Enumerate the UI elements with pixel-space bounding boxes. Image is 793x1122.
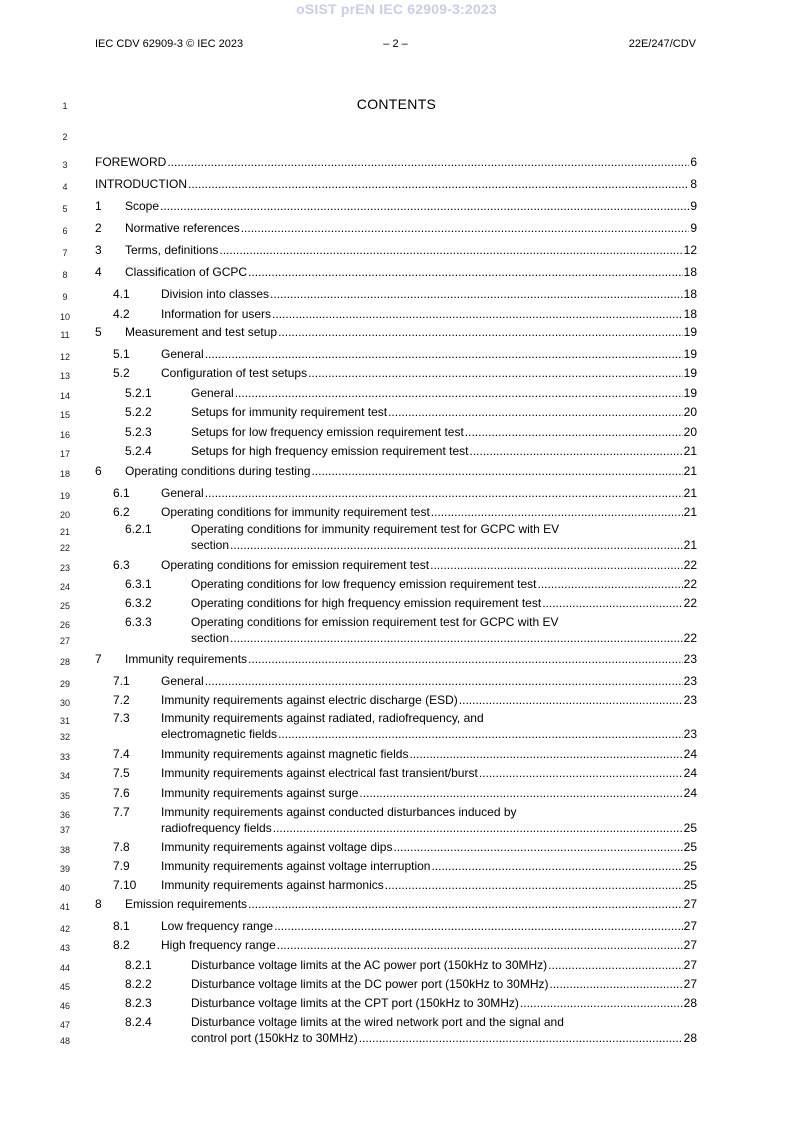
- toc-entry-title: Operating conditions for immunity requirement test: [161, 505, 430, 519]
- dot-leader: [549, 976, 682, 992]
- toc-entry-title: Disturbance voltage limits at the DC power port (150kHz to 30MHz): [191, 977, 549, 991]
- line-number: 43: [59, 943, 70, 953]
- toc-entry-page: 19: [683, 386, 697, 400]
- toc-entry-page: 18: [683, 307, 697, 321]
- dot-leader: [167, 154, 689, 170]
- dot-leader: [248, 264, 683, 280]
- toc-entry-title: General: [161, 674, 204, 688]
- toc-entry[interactable]: [125, 1014, 697, 1046]
- dot-leader: [272, 306, 683, 322]
- toc-entry-number: 5.1: [113, 347, 130, 361]
- toc-entry-page: 23: [683, 727, 697, 741]
- toc-entry-page: 9: [690, 199, 697, 213]
- dot-leader: [385, 877, 683, 893]
- toc-entry[interactable]: [95, 154, 697, 170]
- dot-leader: [235, 385, 683, 401]
- toc-entry-page: 28: [683, 996, 697, 1010]
- toc-entry-number: 6.3: [113, 558, 130, 572]
- line-number: 32: [59, 732, 70, 742]
- dot-leader: [520, 995, 683, 1011]
- line-number: 13: [59, 371, 70, 381]
- toc-entry-number: 5: [95, 325, 102, 339]
- line-number: 4: [62, 182, 68, 192]
- toc-entry-page: 27: [683, 958, 697, 972]
- line-number: 42: [59, 924, 70, 934]
- toc-entry[interactable]: [113, 765, 697, 781]
- toc-entry-page: 22: [683, 577, 697, 591]
- toc-entry[interactable]: [95, 324, 697, 340]
- line-number: 17: [59, 449, 70, 459]
- toc-entry[interactable]: [95, 651, 697, 667]
- toc-entry[interactable]: [95, 220, 697, 236]
- line-number: 38: [59, 845, 70, 855]
- dot-leader: [248, 651, 683, 667]
- toc-entry-page: 27: [683, 977, 697, 991]
- dot-leader: [205, 346, 683, 362]
- toc-entry[interactable]: [125, 404, 697, 420]
- toc-entry-page: 21: [683, 538, 697, 552]
- toc-entry-title: Immunity requirements against electrical fast transient/burst: [161, 766, 478, 780]
- toc-entry-number: 8.1: [113, 919, 130, 933]
- toc-entry[interactable]: [125, 595, 697, 611]
- line-number: 12: [59, 352, 70, 362]
- toc-entry-title-line1: Operating conditions for immunity requirement test for GCPC with EV: [191, 522, 560, 536]
- toc-entry-number: 7.10: [113, 878, 137, 892]
- toc-entry[interactable]: [95, 198, 697, 214]
- toc-entry-title: High frequency range: [161, 938, 276, 952]
- line-number: 31: [59, 716, 70, 726]
- dot-leader: [205, 485, 683, 501]
- toc-entry-number: 1: [95, 199, 102, 213]
- dot-leader: [274, 918, 683, 934]
- line-number: 44: [59, 963, 70, 973]
- header-document-id: IEC CDV 62909-3 © IEC 2023: [95, 38, 244, 50]
- dot-leader: [538, 576, 683, 592]
- toc-entry-title-line1: Immunity requirements against conducted disturbances induced by: [161, 805, 517, 819]
- toc-entry[interactable]: [113, 918, 697, 934]
- toc-entry-number: 5.2.1: [125, 386, 152, 400]
- toc-entry-title: General: [161, 347, 204, 361]
- line-number: 46: [59, 1001, 70, 1011]
- toc-entry-page: 27: [683, 938, 697, 952]
- line-number: 28: [59, 657, 70, 667]
- dot-leader: [219, 242, 682, 258]
- toc-entry-page: 22: [683, 631, 697, 645]
- toc-entry-number: 4.2: [113, 307, 130, 321]
- toc-entry-title: Disturbance voltage limits at the AC power port (150kHz to 30MHz): [191, 958, 548, 972]
- toc-entry-page: 6: [690, 155, 697, 169]
- line-number: 22: [59, 543, 70, 553]
- toc-entry-title-line1: Disturbance voltage limits at the wired network port and the signal and: [191, 1015, 564, 1029]
- toc-entry-page: 20: [683, 425, 697, 439]
- line-number: 30: [59, 698, 70, 708]
- toc-entry[interactable]: [113, 286, 697, 302]
- dot-leader: [479, 765, 683, 781]
- dot-leader: [388, 404, 683, 420]
- toc-entry[interactable]: [113, 858, 697, 874]
- toc-entry-title: Operating conditions for low frequency emission requirement test: [191, 577, 537, 591]
- line-number: 25: [59, 601, 70, 611]
- toc-entry-number: 8.2.4: [125, 1015, 152, 1029]
- dot-leader: [205, 673, 683, 689]
- toc-entry-page: 18: [683, 287, 697, 301]
- line-number: 37: [59, 825, 70, 835]
- line-number: 27: [59, 636, 70, 646]
- toc-entry-number: 7.1: [113, 674, 130, 688]
- toc-entry-page: 21: [683, 486, 697, 500]
- toc-entry-page: 25: [683, 878, 697, 892]
- toc-entry-number: 2: [95, 221, 102, 235]
- toc-entry-title: radiofrequency fields: [161, 821, 272, 835]
- dot-leader: [359, 1030, 683, 1046]
- toc-entry[interactable]: [125, 614, 697, 646]
- line-number: 34: [59, 771, 70, 781]
- toc-entry[interactable]: [113, 877, 697, 893]
- toc-entry-number: 6.1: [113, 486, 130, 500]
- line-number: 3: [62, 160, 68, 170]
- dot-leader: [230, 630, 683, 646]
- dot-leader: [241, 220, 690, 236]
- toc-entry-number: 7.5: [113, 766, 130, 780]
- dot-leader: [230, 537, 683, 553]
- line-number: 33: [59, 752, 70, 762]
- toc-entry-title: Immunity requirements against voltage interruption: [161, 859, 431, 873]
- toc-entry-page: 20: [683, 405, 697, 419]
- toc-entry-number: 7.4: [113, 747, 130, 761]
- line-number: 40: [59, 883, 70, 893]
- dot-leader: [459, 692, 683, 708]
- dot-leader: [160, 198, 689, 214]
- toc-entry-number: 5.2.2: [125, 405, 152, 419]
- dot-leader: [278, 726, 683, 742]
- toc-entry-title: Immunity requirements against magnetic fields: [161, 747, 409, 761]
- toc-entry-number: 8.2.3: [125, 996, 152, 1010]
- line-number: 6: [62, 226, 68, 236]
- line-number: 29: [59, 679, 70, 689]
- toc-entry-number: 8.2.1: [125, 958, 152, 972]
- line-number: 10: [59, 312, 70, 322]
- toc-entry-title: Disturbance voltage limits at the CPT port (150kHz to 30MHz): [191, 996, 519, 1010]
- toc-entry-title: Immunity requirements against surge: [161, 786, 359, 800]
- line-number: 39: [59, 864, 70, 874]
- toc-entry-title-line1: Immunity requirements against radiated, radiofrequency, and: [161, 711, 484, 725]
- dot-leader: [359, 785, 682, 801]
- toc-entry-title: Operating conditions for emission requirement test: [161, 558, 430, 572]
- toc-entry[interactable]: [113, 673, 697, 689]
- dot-leader: [409, 746, 682, 762]
- toc-entry-title: Immunity requirements against harmonics: [161, 878, 384, 892]
- line-number: 36: [59, 810, 70, 820]
- toc-entry-number: 6.3.3: [125, 615, 152, 629]
- toc-entry-page: 27: [683, 897, 697, 911]
- toc-entry-page: 25: [683, 859, 697, 873]
- toc-entry-page: 12: [683, 243, 697, 257]
- toc-entry-number: 7.2: [113, 693, 130, 707]
- toc-entry[interactable]: [113, 839, 697, 855]
- toc-entry-title: Immunity requirements against electric discharge (ESD): [161, 693, 458, 707]
- toc-entry[interactable]: [113, 710, 697, 742]
- dot-leader: [188, 176, 689, 192]
- toc-entry-number: 8.2.2: [125, 977, 152, 991]
- toc-entry-page: 22: [683, 596, 697, 610]
- toc-entry-title: Operating conditions during testing: [125, 464, 311, 478]
- toc-entry-title: Classification of GCPC: [125, 265, 248, 279]
- toc-entry-number: 8.2: [113, 938, 130, 952]
- dot-leader: [430, 557, 683, 573]
- toc-entry-title: Setups for low frequency emission requirement test: [191, 425, 464, 439]
- toc-entry-page: 21: [683, 505, 697, 519]
- toc-entry-title: control port (150kHz to 30MHz): [191, 1031, 358, 1045]
- toc-entry-page: 8: [690, 177, 697, 191]
- toc-entry-page: 24: [683, 747, 697, 761]
- toc-entry-title: Terms, definitions: [125, 243, 219, 257]
- toc-entry-title: Immunity requirements: [125, 652, 248, 666]
- toc-entry[interactable]: [113, 804, 697, 836]
- line-number: 41: [59, 902, 70, 912]
- toc-entry-title: Configuration of test setups: [161, 366, 308, 380]
- toc-entry[interactable]: [95, 176, 697, 192]
- header-page-number: – 2 –: [383, 38, 408, 50]
- toc-entry-page: 19: [683, 347, 697, 361]
- toc-entry-number: 6.2: [113, 505, 130, 519]
- line-number: 1: [62, 101, 68, 111]
- line-number: 48: [59, 1036, 70, 1046]
- toc-entry-number: 5.2.3: [125, 425, 152, 439]
- toc-entry-title: section: [191, 538, 230, 552]
- toc-entry-number: 7.8: [113, 840, 130, 854]
- toc-entry[interactable]: [125, 995, 697, 1011]
- toc-entry-title: Division into classes: [161, 287, 270, 301]
- line-number: 45: [59, 982, 70, 992]
- page-header: [95, 38, 696, 52]
- toc-entry-number: 3: [95, 243, 102, 257]
- dot-leader: [278, 324, 683, 340]
- page-title: CONTENTS: [356, 96, 437, 112]
- dot-leader: [548, 957, 682, 973]
- toc-entry[interactable]: [125, 976, 697, 992]
- line-number: 23: [59, 563, 70, 573]
- toc-entry[interactable]: [113, 937, 697, 953]
- toc-entry-number: 8: [95, 897, 102, 911]
- toc-entry-title: Normative references: [125, 221, 240, 235]
- toc-entry-title: electromagnetic fields: [161, 727, 278, 741]
- toc-entry[interactable]: [95, 896, 697, 912]
- toc-entry-title: Low frequency range: [161, 919, 274, 933]
- line-number: 5: [62, 204, 68, 214]
- toc-entry-page: 25: [683, 821, 697, 835]
- toc-entry-title: Setups for high frequency emission requirement test: [191, 444, 469, 458]
- line-number: 26: [59, 620, 70, 630]
- toc-entry-page: 23: [683, 652, 697, 666]
- toc-entry-page: 21: [683, 464, 697, 478]
- toc-entry[interactable]: [113, 557, 697, 573]
- toc-entry[interactable]: [113, 306, 697, 322]
- dot-leader: [465, 424, 683, 440]
- toc-entry-title: Emission requirements: [125, 897, 248, 911]
- toc-entry-number: 7.9: [113, 859, 130, 873]
- line-number: 8: [62, 270, 68, 280]
- toc-entry-title: General: [191, 386, 234, 400]
- toc-entry-number: 6.3.1: [125, 577, 152, 591]
- toc-entry-title: Setups for immunity requirement test: [191, 405, 388, 419]
- toc-entry-number: 7: [95, 652, 102, 666]
- line-number: 47: [59, 1020, 70, 1030]
- toc-entry-page: 24: [683, 786, 697, 800]
- toc-entry-number: 5.2: [113, 366, 130, 380]
- toc-entry-page: 19: [683, 366, 697, 380]
- toc-entry-number: 4.1: [113, 287, 130, 301]
- toc-entry-number: 7.6: [113, 786, 130, 800]
- dot-leader: [273, 820, 683, 836]
- toc-entry-number: 5.2.4: [125, 444, 152, 458]
- line-number: 2: [62, 132, 68, 142]
- toc-entry-title: Measurement and test setup: [125, 325, 278, 339]
- toc-entry-title-line1: Operating conditions for emission requirement test for GCPC with EV: [191, 615, 559, 629]
- toc-entry-title: Operating conditions for high frequency emission requirement test: [191, 596, 542, 610]
- toc-entry-number: 7.3: [113, 711, 130, 725]
- toc-entry-number: 7.7: [113, 805, 130, 819]
- line-number: 15: [59, 410, 70, 420]
- toc-entry[interactable]: [113, 346, 697, 362]
- toc-entry-page: 19: [683, 325, 697, 339]
- toc-entry[interactable]: [125, 521, 697, 553]
- dot-leader: [277, 937, 683, 953]
- dot-leader: [393, 839, 682, 855]
- toc-entry[interactable]: [125, 576, 697, 592]
- watermark: oSIST prEN IEC 62909-3:2023: [296, 1, 497, 17]
- toc-entry[interactable]: [113, 504, 697, 520]
- toc-entry-title: Immunity requirements against voltage dips: [161, 840, 393, 854]
- toc-entry[interactable]: [113, 746, 697, 762]
- line-number: 18: [59, 469, 70, 479]
- toc-entry-page: 23: [683, 693, 697, 707]
- toc-entry[interactable]: [113, 485, 697, 501]
- dot-leader: [248, 896, 683, 912]
- line-number: 20: [59, 510, 70, 520]
- toc-entry-title: FOREWORD: [95, 155, 167, 169]
- dot-leader: [542, 595, 682, 611]
- line-number: 7: [62, 248, 68, 258]
- toc-entry-number: 6.3.2: [125, 596, 152, 610]
- toc-entry-page: 23: [683, 674, 697, 688]
- toc-entry[interactable]: [125, 385, 697, 401]
- toc-entry-number: 6.2.1: [125, 522, 152, 536]
- dot-leader: [431, 504, 683, 520]
- toc-entry-page: 9: [690, 221, 697, 235]
- toc-entry-page: 27: [683, 919, 697, 933]
- line-number: 16: [59, 430, 70, 440]
- line-number: 11: [60, 330, 70, 340]
- toc-entry-page: 25: [683, 840, 697, 854]
- line-number: 14: [59, 391, 70, 401]
- toc-entry-page: 21: [683, 444, 697, 458]
- toc-entry-number: 6: [95, 464, 102, 478]
- toc-entry[interactable]: [113, 785, 697, 801]
- toc-entry[interactable]: [95, 463, 697, 479]
- toc-entry-page: 24: [683, 766, 697, 780]
- dot-leader: [270, 286, 683, 302]
- toc-entry[interactable]: [95, 264, 697, 280]
- toc-entry-title: General: [161, 486, 204, 500]
- toc-entry-page: 18: [683, 265, 697, 279]
- line-number: 35: [59, 791, 70, 801]
- toc-entry[interactable]: [125, 957, 697, 973]
- line-number: 9: [62, 292, 68, 302]
- toc-entry-title: INTRODUCTION: [95, 177, 187, 191]
- line-number: 21: [59, 527, 70, 537]
- dot-leader: [469, 443, 682, 459]
- line-number: 19: [59, 491, 70, 501]
- toc-entry[interactable]: [113, 365, 697, 381]
- dot-leader: [431, 858, 682, 874]
- toc-entry-page: 28: [683, 1031, 697, 1045]
- toc-entry[interactable]: [95, 242, 697, 258]
- line-number: 24: [59, 582, 70, 592]
- toc-entry[interactable]: [125, 424, 697, 440]
- toc-entry-title: Information for users: [161, 307, 272, 321]
- toc-entry[interactable]: [113, 692, 697, 708]
- header-reference: 22E/247/CDV: [628, 38, 696, 50]
- toc-entry-title: Scope: [125, 199, 160, 213]
- toc-entry-number: 4: [95, 265, 102, 279]
- toc-entry[interactable]: [125, 443, 697, 459]
- toc-entry-title: section: [191, 631, 230, 645]
- dot-leader: [308, 365, 683, 381]
- dot-leader: [311, 463, 682, 479]
- toc-entry-page: 22: [683, 558, 697, 572]
